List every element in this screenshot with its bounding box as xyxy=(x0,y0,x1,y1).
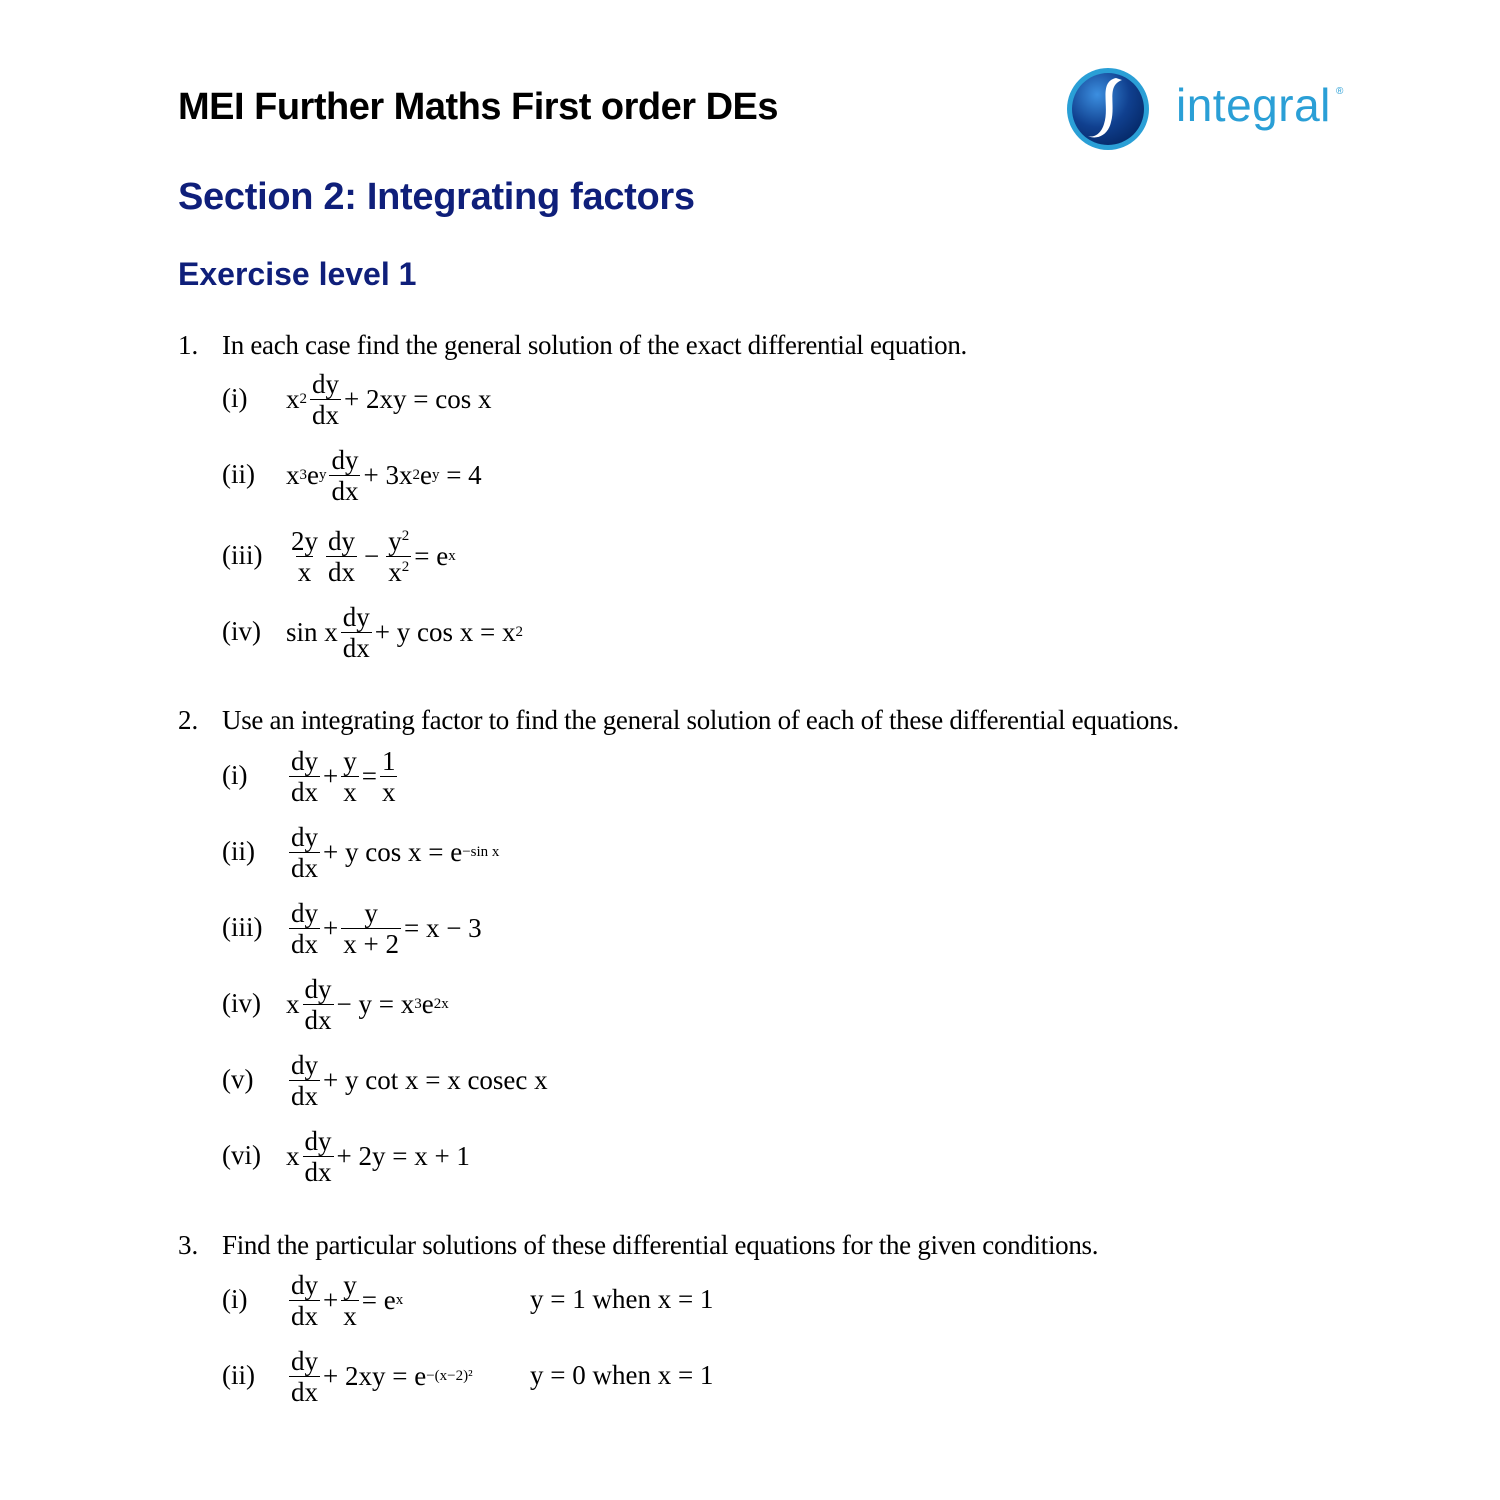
math-term: x xyxy=(286,1140,300,1171)
math-term: − y = x xyxy=(336,988,415,1019)
part-label: (ii) xyxy=(222,459,255,489)
math-term: x xyxy=(388,556,402,587)
denominator: x xyxy=(297,556,312,587)
fraction xyxy=(326,526,357,587)
part-label: (v) xyxy=(222,1064,254,1094)
denominator: x + 2 xyxy=(343,928,399,959)
fraction xyxy=(289,1050,320,1111)
numerator: 2y xyxy=(291,525,318,556)
fraction xyxy=(303,1126,334,1187)
part-label: (ii) xyxy=(222,836,255,866)
fraction xyxy=(303,974,334,1035)
denominator: dx xyxy=(291,1300,318,1331)
equation xyxy=(286,1045,548,1115)
logo-wordmark: integral xyxy=(1176,79,1331,131)
fraction xyxy=(289,1346,320,1407)
section-title: Section 2: Integrating factors xyxy=(178,176,695,218)
part-label: (iii) xyxy=(222,540,263,570)
numerator: 1 xyxy=(381,745,396,776)
math-term: x xyxy=(286,383,300,414)
condition: y = 0 when x = 1 xyxy=(530,1360,714,1390)
equation: sin x $\frac{dy}{dx}$ + y cos x = x 2 xyxy=(286,601,523,663)
numerator: dy xyxy=(291,745,318,776)
fraction xyxy=(289,1270,320,1331)
equation: $\frac{2y}{x}$ $\frac{dy}{dx}$ − $\frac{y^2}{x^2}$ = e x xyxy=(291,525,456,587)
numerator xyxy=(386,526,411,556)
part-label: (iv) xyxy=(222,616,261,646)
equation xyxy=(286,893,482,963)
document-title: MEI Further Maths First order DEs xyxy=(178,86,779,128)
numerator: dy xyxy=(328,525,355,556)
fraction xyxy=(329,445,360,506)
denominator: dx xyxy=(291,776,318,807)
fraction xyxy=(341,898,401,959)
denominator: dx xyxy=(291,1376,318,1407)
numerator: dy xyxy=(342,601,370,632)
math-operator: − xyxy=(364,540,380,571)
math-term: + 2xy = e xyxy=(323,1360,427,1391)
numerator: dy xyxy=(304,973,332,1004)
question-text: Find the particular solutions of these differential equations for the given conditions. xyxy=(222,1230,1099,1260)
question-number: 1. xyxy=(178,330,199,360)
fraction xyxy=(289,822,320,883)
math-term: e xyxy=(421,988,434,1019)
part-label: (vi) xyxy=(222,1140,261,1170)
question-number: 2. xyxy=(178,705,199,735)
math-term: + y cos x = x xyxy=(374,616,516,647)
numerator: y xyxy=(343,1269,357,1300)
fraction xyxy=(289,898,320,959)
fraction xyxy=(386,526,411,587)
equation: $\frac{dy}{dx}$ + $\frac{y}{x}$ = e x xyxy=(291,1269,404,1331)
numerator: dy xyxy=(291,1345,318,1376)
fraction xyxy=(289,746,320,807)
equation: $\frac{dy}{dx}$ + 2xy = e −(x−2)² xyxy=(291,1345,473,1407)
math-term: = e xyxy=(361,1284,396,1315)
math-term: x xyxy=(286,988,300,1019)
math-term: e xyxy=(419,459,432,490)
fraction xyxy=(289,526,320,587)
fraction xyxy=(341,602,372,663)
math-operator: + xyxy=(323,760,339,791)
math-term: x xyxy=(286,459,300,490)
math-term: + 3x xyxy=(363,459,413,490)
numerator: dy xyxy=(304,1125,332,1156)
equation: x $\frac{dy}{dx}$ − y = x 3 e 2x xyxy=(286,973,449,1035)
math-term: + y cot x = x cosec x xyxy=(323,1064,548,1095)
math-term: = 4 xyxy=(446,459,482,490)
math-term: + 2xy = cos x xyxy=(344,383,492,414)
part-label: (i) xyxy=(222,1284,248,1314)
part-label: (i) xyxy=(222,760,248,790)
math-term: + 2y = x + 1 xyxy=(336,1140,470,1171)
numerator: y xyxy=(343,745,357,776)
math-term: = x − 3 xyxy=(403,912,482,943)
equation: $\frac{dy}{dx}$ + y cos x = e −sin x xyxy=(291,821,500,883)
numerator: dy xyxy=(291,1049,318,1080)
denominator: dx xyxy=(291,928,318,959)
fraction xyxy=(310,369,341,430)
fraction xyxy=(341,746,359,807)
question-text: In each case find the general solution of the exact differential equation. xyxy=(222,330,967,360)
denominator: dx xyxy=(304,1004,332,1035)
condition: y = 1 when x = 1 xyxy=(530,1284,714,1314)
part-label: (iv) xyxy=(222,988,261,1018)
math-operator: = xyxy=(361,760,377,791)
integral-logo-icon xyxy=(1064,64,1156,154)
math-term: + y cos x = e xyxy=(323,836,463,867)
equation: x 3 e y $\frac{dy}{dx}$ + 3x 2 e y = 4 xyxy=(286,444,482,506)
math-sup: 2 xyxy=(401,527,410,544)
equation: x 2 $\frac{dy}{dx}$ + 2xy = cos x xyxy=(286,368,492,430)
math-operator: + xyxy=(323,1284,339,1315)
question-number: 3. xyxy=(178,1230,199,1260)
numerator: dy xyxy=(291,1269,318,1300)
denominator: dx xyxy=(291,852,318,883)
numerator: y xyxy=(364,897,378,928)
exercise-title: Exercise level 1 xyxy=(178,256,417,292)
denominator: dx xyxy=(312,399,339,430)
numerator: dy xyxy=(291,897,318,928)
fraction xyxy=(341,1270,359,1331)
denominator: x xyxy=(381,776,396,807)
math-operator: + xyxy=(323,912,339,943)
math-term: = e xyxy=(414,540,449,571)
equation xyxy=(286,1121,470,1191)
integral-logo xyxy=(1064,64,1344,154)
numerator: dy xyxy=(331,444,359,475)
equation xyxy=(286,741,400,811)
denominator: dx xyxy=(291,1080,318,1111)
math-term: y xyxy=(388,525,402,556)
math-term: sin x xyxy=(286,616,338,647)
numerator: dy xyxy=(291,821,318,852)
denominator: x xyxy=(343,1300,357,1331)
denominator: dx xyxy=(304,1156,332,1187)
part-label: (ii) xyxy=(222,1360,255,1390)
denominator: dx xyxy=(342,632,370,663)
part-label: (i) xyxy=(222,383,248,413)
part-label: (iii) xyxy=(222,912,263,942)
question-text: Use an integrating factor to find the general solution of each of these differential equations. xyxy=(222,705,1179,735)
logo-registered: ® xyxy=(1336,86,1344,97)
denominator: dx xyxy=(331,475,359,506)
fraction xyxy=(380,746,398,807)
denominator: x xyxy=(343,776,357,807)
math-term: e xyxy=(307,459,319,490)
math-sup: 2 xyxy=(401,558,410,575)
numerator: dy xyxy=(312,368,339,399)
denominator: dx xyxy=(328,556,355,587)
denominator xyxy=(386,556,411,587)
